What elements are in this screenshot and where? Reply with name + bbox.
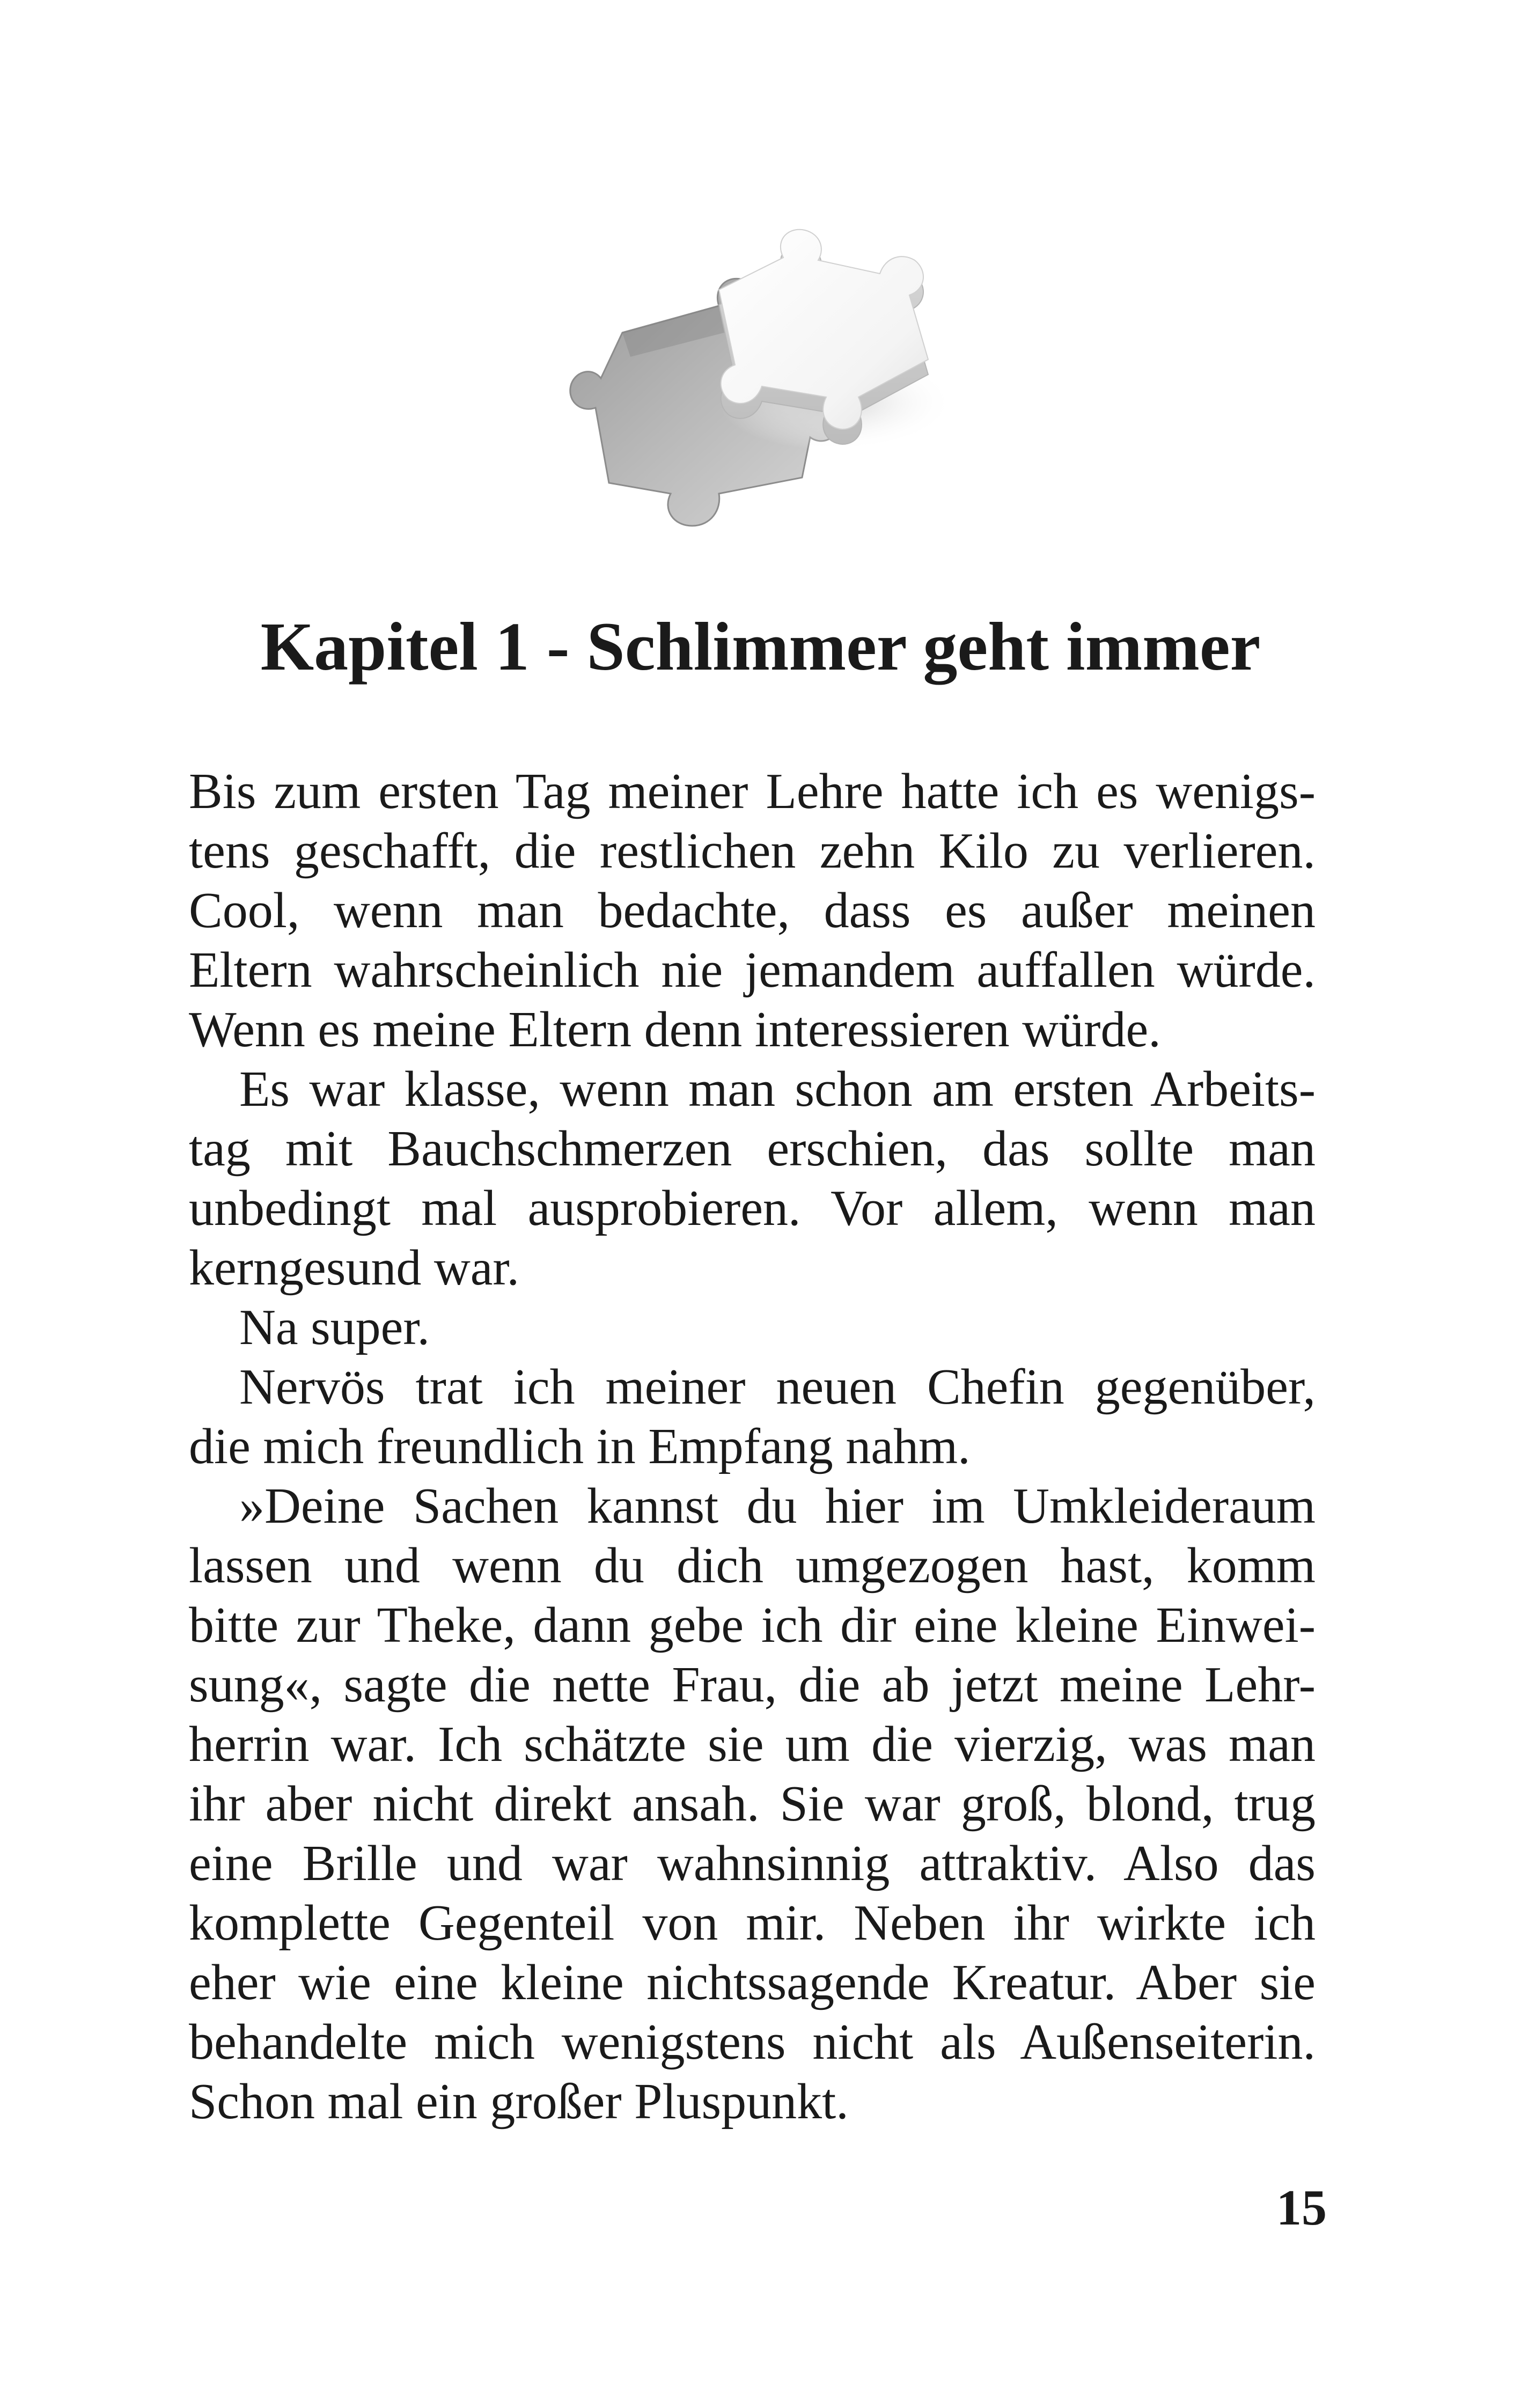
- text-line: Schon mal ein großer Pluspunkt.: [189, 2074, 849, 2130]
- text-line: Nervös trat ich meiner neuen Chefin gegenüber,: [239, 1359, 1316, 1415]
- text-line: Na super.: [239, 1300, 430, 1355]
- text-line: kerngesund war.: [189, 1240, 520, 1296]
- text-line: Eltern wahrscheinlich nie jemandem auffallen würde.: [189, 942, 1316, 998]
- text-line: sung«, sagte die nette Frau, die ab jetzt meine Lehr-: [189, 1657, 1316, 1713]
- text-line: »Deine Sachen kannst du hier im Umkleideraum: [239, 1478, 1316, 1534]
- text-line: bitte zur Theke, dann gebe ich dir eine kleine Einwei-: [189, 1597, 1316, 1653]
- text-line: die mich freundlich in Empfang nahm.: [189, 1419, 971, 1474]
- puzzle-pieces-icon: [558, 225, 966, 569]
- text-line: eher wie eine kleine nichtssagende Kreatur. Aber sie: [189, 1955, 1316, 2010]
- page-number: 15: [1276, 2180, 1327, 2236]
- text-line: tens geschafft, die restlichen zehn Kilo zu verlieren.: [189, 823, 1316, 879]
- chapter-body: [189, 762, 1316, 2132]
- text-line: komplette Gegenteil von mir. Neben ihr wirkte ich: [189, 1895, 1316, 1951]
- text-line: lassen und wenn du dich umgezogen hast, komm: [189, 1538, 1316, 1594]
- text-line: Wenn es meine Eltern denn interessieren würde.: [189, 1002, 1161, 1058]
- text-line: tag mit Bauchschmerzen erschien, das sollte man: [189, 1121, 1316, 1177]
- text-line: Bis zum ersten Tag meiner Lehre hatte ich es wenigs-: [189, 763, 1316, 819]
- text-line: unbedingt mal ausprobieren. Vor allem, wenn man: [189, 1180, 1316, 1236]
- chapter-title: Kapitel 1 - Schlimmer geht immer: [260, 608, 1261, 685]
- text-line: herrin war. Ich schätzte sie um die vierzig, was man: [189, 1716, 1316, 1772]
- text-line: Es war klasse, wenn man schon am ersten Arbeits-: [239, 1061, 1316, 1117]
- text-line: ihr aber nicht direkt ansah. Sie war groß, blond, trug: [189, 1776, 1316, 1832]
- text-line: behandelte mich wenigstens nicht als Außenseiterin.: [189, 2014, 1316, 2070]
- text-line: Cool, wenn man bedachte, dass es außer meinen: [189, 883, 1316, 938]
- text-line: eine Brille und war wahnsinnig attraktiv. Also das: [189, 1836, 1316, 1891]
